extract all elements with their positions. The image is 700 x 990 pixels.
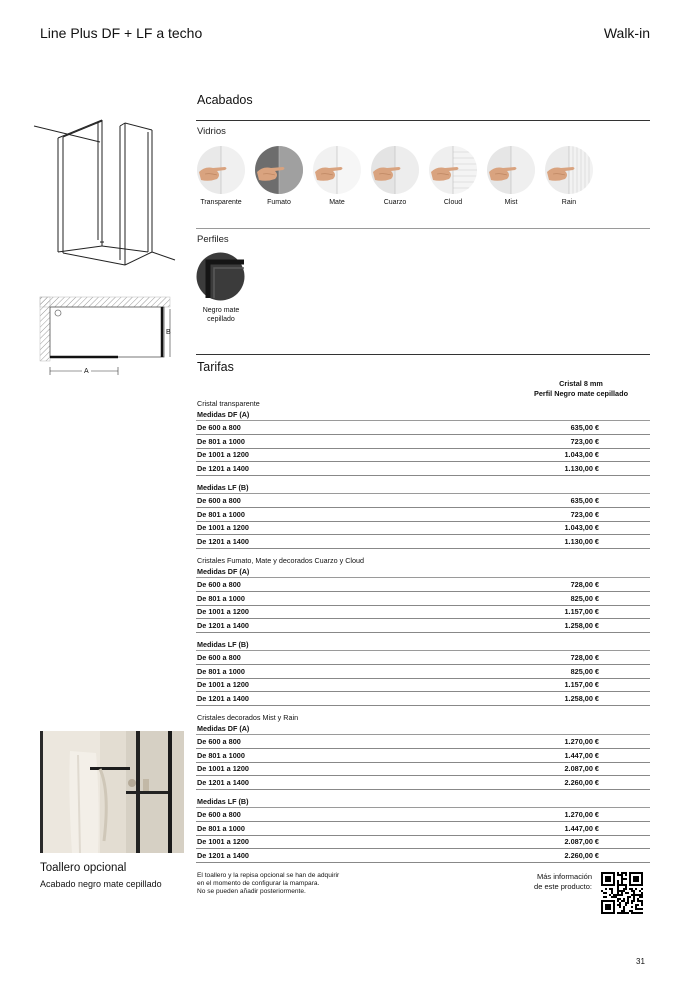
size-range: De 1201 a 1400 [197,850,249,860]
size-range: De 801 a 1000 [197,750,245,760]
price-value: 2.260,00 € [564,777,599,787]
table-row [196,535,650,549]
glass-swatch-rain [545,146,593,194]
dimension-b-label: B [166,329,171,336]
medidas-lf-label: Medidas LF (B) [197,797,249,806]
table-row [196,665,650,679]
table-row [196,735,650,749]
glass-swatch-label: Mate [329,199,345,206]
price-value: 728,00 € [570,580,599,589]
table-row [196,651,650,665]
price-value: 2.087,00 € [564,764,599,773]
table-row [196,421,650,435]
price-value: 825,00 € [570,666,599,676]
dimension-a-label: A [84,368,89,375]
table-row [196,749,650,763]
table-row [196,822,650,836]
size-range: De 600 a 800 [197,580,241,589]
size-range: De 1001 a 1200 [197,607,249,616]
table-row [196,462,650,476]
glass-swatch-cloud [429,146,477,194]
price-value: 1.157,00 € [564,607,599,616]
profile-label-line1: Negro mate [202,307,240,314]
towel-rail-photo [40,731,184,853]
divider [196,228,650,229]
shower-perspective-illustration [30,110,180,270]
glass-swatch-label: Cuarzo [383,199,407,206]
profile-label-line2: cepillado [207,316,235,323]
table-row [196,692,650,706]
page-title: Line Plus DF + LF a techo [40,25,203,41]
perfiles-label: Perfiles [197,234,229,245]
price-value: 2.260,00 € [564,850,599,860]
glass-swatch-transparente [197,146,245,194]
price-value: 1.043,00 € [564,450,599,459]
table-row [196,448,650,462]
table-row [196,849,650,863]
size-range: De 801 a 1000 [197,593,245,603]
table-row [196,619,650,633]
price-column-header-1: Cristal 8 mm [559,379,603,388]
size-range: De 1001 a 1200 [197,764,249,773]
divider [196,354,650,355]
profile-swatch-black [196,252,245,301]
category-label: Walk-in [603,25,650,41]
glass-swatch-label: Cloud [443,199,463,206]
size-range: De 600 a 800 [197,737,241,746]
shower-plan-diagram [38,295,180,380]
size-range: De 801 a 1000 [197,436,245,446]
price-group-heading: Cristales Fumato, Mate y decorados Cuarzo y Cloud [197,556,364,565]
size-range: De 600 a 800 [197,810,241,819]
size-range: De 600 a 800 [197,653,241,662]
table-row [196,776,650,790]
table-row [196,762,650,776]
price-value: 1.130,00 € [564,463,599,473]
size-range: De 1001 a 1200 [197,837,249,846]
table-row [196,494,650,508]
table-row [196,521,650,535]
size-range: De 1201 a 1400 [197,536,249,546]
note-line-1: El toallero y la repisa opcional se han de adquirir [197,872,340,879]
price-value: 1.157,00 € [564,680,599,689]
size-range: De 1001 a 1200 [197,680,249,689]
note-line-3: No se pueden añadir posteriormente. [197,888,306,895]
medidas-lf-label: Medidas LF (B) [197,483,249,492]
price-value: 723,00 € [570,509,599,519]
glass-swatch-cuarzo [371,146,419,194]
medidas-df-label: Medidas DF (A) [197,724,250,733]
more-info-line-1: Más información [536,872,592,881]
vidrios-label: Vidrios [197,126,226,137]
table-row [196,605,650,619]
medidas-df-label: Medidas DF (A) [197,567,250,576]
price-value: 635,00 € [570,496,599,505]
table-row [196,678,650,692]
price-value: 2.087,00 € [564,837,599,846]
size-range: De 1001 a 1200 [197,450,249,459]
price-value: 1.130,00 € [564,536,599,546]
price-value: 635,00 € [570,423,599,432]
glass-swatch-mist [487,146,535,194]
table-row [196,835,650,849]
acabados-heading: Acabados [197,93,253,107]
glass-swatch-label: Transparente [200,199,242,206]
price-value: 1.258,00 € [564,693,599,703]
medidas-lf-label: Medidas LF (B) [197,640,249,649]
price-value: 1.447,00 € [564,823,599,833]
price-value: 1.270,00 € [564,737,599,746]
glass-swatch-label: Mist [504,199,518,206]
glass-swatch-mate [313,146,361,194]
size-range: De 600 a 800 [197,496,241,505]
size-range: De 600 a 800 [197,423,241,432]
tarifas-heading: Tarifas [197,360,234,374]
glass-swatch-fumato [255,146,303,194]
table-row [196,808,650,822]
page-number: 31 [636,957,645,966]
medidas-df-label: Medidas DF (A) [197,410,250,419]
qr-code[interactable] [601,872,643,914]
price-group-heading: Cristales decorados Mist y Rain [197,713,299,722]
size-range: De 1201 a 1400 [197,620,249,630]
size-range: De 1001 a 1200 [197,523,249,532]
price-value: 1.043,00 € [564,523,599,532]
price-value: 1.258,00 € [564,620,599,630]
size-range: De 1201 a 1400 [197,693,249,703]
glass-swatch-label: Fumato [267,199,291,206]
price-column-header-2: Perfil Negro mate cepillado [533,389,629,398]
price-value: 728,00 € [570,653,599,662]
more-info-line-2: de este producto: [534,882,592,891]
price-value: 723,00 € [570,436,599,446]
size-range: De 1201 a 1400 [197,777,249,787]
table-row [196,578,650,592]
price-value: 1.270,00 € [564,810,599,819]
divider [196,120,650,121]
towel-rail-title: Toallero opcional [40,862,127,874]
size-range: De 1201 a 1400 [197,463,249,473]
table-row [196,508,650,522]
size-range: De 801 a 1000 [197,666,245,676]
price-value: 1.447,00 € [564,750,599,760]
size-range: De 801 a 1000 [197,823,245,833]
note-line-2: en el momento de configurar la mampara. [197,880,320,887]
table-row [196,435,650,449]
towel-rail-subtitle: Acabado negro mate cepillado [40,879,162,889]
size-range: De 801 a 1000 [197,509,245,519]
price-value: 825,00 € [570,593,599,603]
price-group-heading: Cristal transparente [197,399,260,408]
glass-swatch-label: Rain [561,199,577,206]
table-row [196,592,650,606]
